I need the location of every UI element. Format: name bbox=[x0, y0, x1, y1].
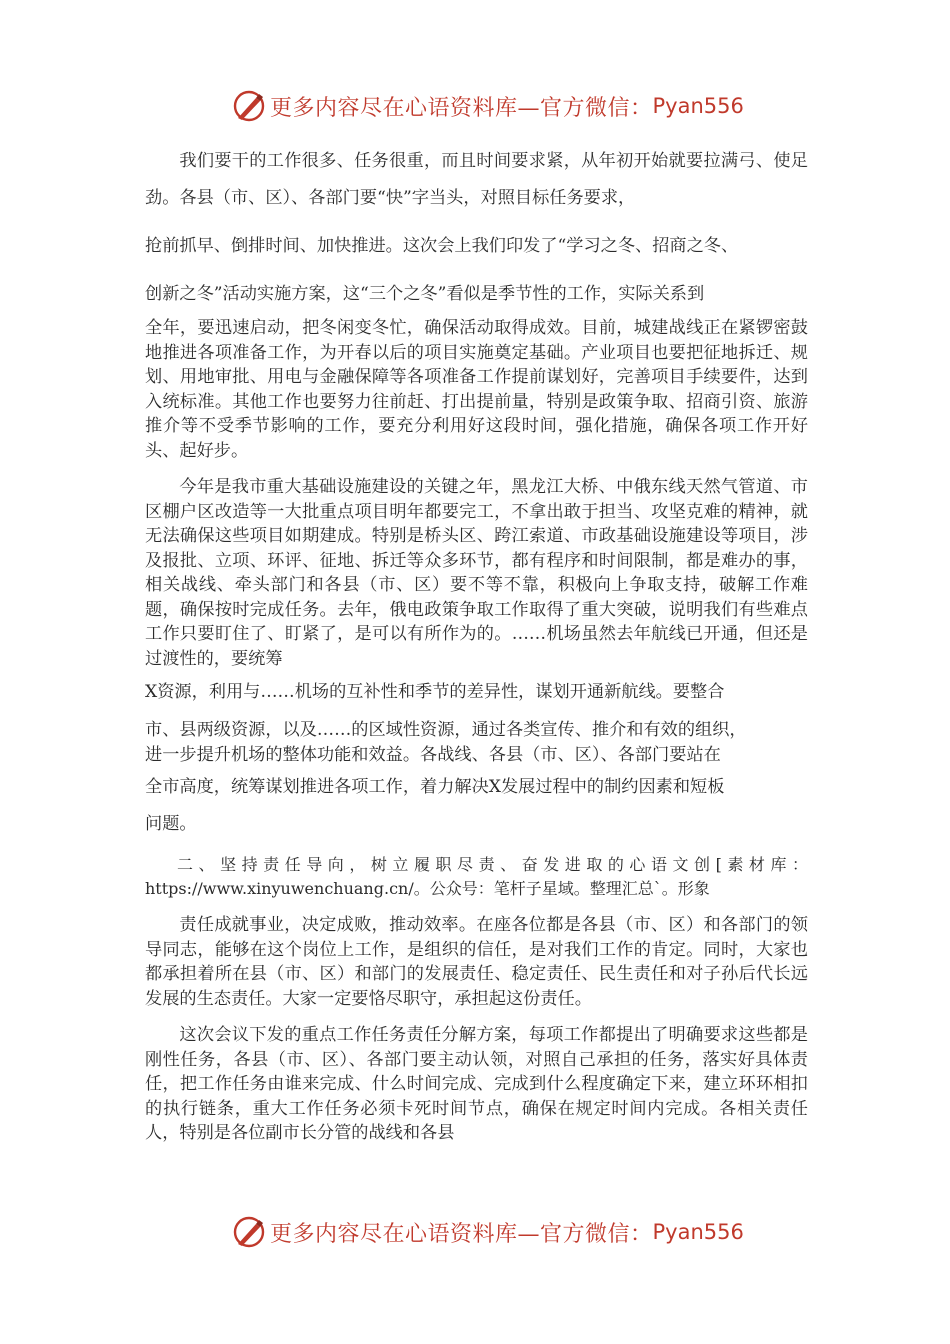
paragraph: 我们要干的工作很多、任务很重，而且时间要求紧，从年初开始就要拉满弓、使足劲。各县（市、区）、各部门要“快”字当头，对照目标任务要求， bbox=[145, 151, 808, 208]
paragraph-line: 进一步提升机场的整体功能和效益。各战线、各县（市、区）、各部门要站在 bbox=[145, 744, 721, 765]
paragraph-line: 市、县两级资源，以及……的区域性资源，通过各类宣传、推介和有效的组织， bbox=[145, 720, 747, 740]
paragraph-line: 抢前抓早、倒排时间、加快推进。这次会上我们印发了“学习之冬、招商之冬、 bbox=[145, 236, 739, 256]
paragraph: 这次会议下发的重点工作任务责任分解方案，每项工作都提出了明确要求这些都是刚性任务，各县（市、区）、各部门要主动认领，对照自己承担的任务，落实好具体责任，把工作任务由谁来完成、什么时间完成、完成到什么程度确定下来，建立环环相扣的执行链条，重大工作任务必须卡死时间节点，确保在规定时间内完成。各相关责任人，特别是各位副市长分管的战线和各县 bbox=[145, 1025, 808, 1143]
section-heading: 二、坚持责任导向，树立履职尽责、奋发进取的心语文创[素材库：https://www.xinyuwenchuang.cn/。公众号：笔杆子星域。整理汇总`。形象 bbox=[145, 855, 808, 898]
paragraph: 全年，要迅速启动，把冬闲变冬忙，确保活动取得成效。目前，城建战线正在紧锣密鼓地推进各项准备工作，为开春以后的项目实施奠定基础。产业项目也要把征地拆迁、规划、用地审批、用电与金融保障等各项准备工作提前谋划好，完善项目手续要件，达到入统标准。其他工作也要努力往前赶、打出提前量，特别是政策争取、招商引资、旅游推介等不受季节影响的工作，要充分利用好这段时间，强化措施，确保各项工作开好头、起好步。 bbox=[145, 318, 808, 461]
paragraph-line: 问题。 bbox=[145, 814, 197, 834]
document-body bbox=[145, 143, 808, 1146]
paragraph-line: 全市高度，统筹谋划推进各项工作，着力解决X发展过程中的制约因素和短板 bbox=[145, 777, 725, 797]
watermark-text: 更多内容尽在心语资料库—官方微信： bbox=[270, 1221, 653, 1247]
paragraph-line: 创新之冬”活动实施方案，这“三个之冬”看似是季节性的工作，实际关系到 bbox=[145, 284, 705, 304]
wechat-id: Pyan556 bbox=[652, 1220, 744, 1244]
paragraph: 今年是我市重大基础设施建设的关键之年，黑龙江大桥、中俄东线天然气管道、市区棚户区改造等一大批重点项目明年都要完工，不拿出敢于担当、攻坚克难的精神，就无法确保这些项目如期建成。特别是桥头区、跨江索道、市政基础设施建设等项目，涉及报批、立项、环评、征地、拆迁等众多环节，都有程序和时间限制，都是难办的事，相关战线、牵头部门和各县（市、区）要不等不靠，积极向上争取支持，破解工作难题，确保按时完成任务。去年，俄电政策争取工作取得了重大突破，说明我们有些难点工作只要盯住了、盯紧了，是可以有所作为的。……机场虽然去年航线已开通，但还是过渡性的，要统筹 bbox=[145, 477, 808, 669]
wechat-id: Pyan556 bbox=[652, 94, 744, 118]
paragraph: 责任成就事业，决定成败，推动效率。在座各位都是各县（市、区）和各部门的领导同志，能够在这个岗位上工作，是组织的信任，是对我们工作的肯定。同时，大家也都承担着所在县（市、区）和部门的发展责任、稳定责任、民生责任和对子孙后代长远发展的生态责任。大家一定要恪尽职守，承担起这份责任。 bbox=[145, 915, 808, 1009]
watermark-text: 更多内容尽在心语资料库—官方微信： bbox=[270, 95, 653, 121]
footer-watermark bbox=[232, 1214, 752, 1250]
pen-logo-icon bbox=[232, 89, 266, 123]
header-watermark bbox=[232, 88, 752, 124]
pen-logo-icon bbox=[232, 1215, 266, 1249]
paragraph-line: X资源，利用与……机场的互补性和季节的差异性，谋划开通新航线。要整合 bbox=[145, 682, 725, 702]
